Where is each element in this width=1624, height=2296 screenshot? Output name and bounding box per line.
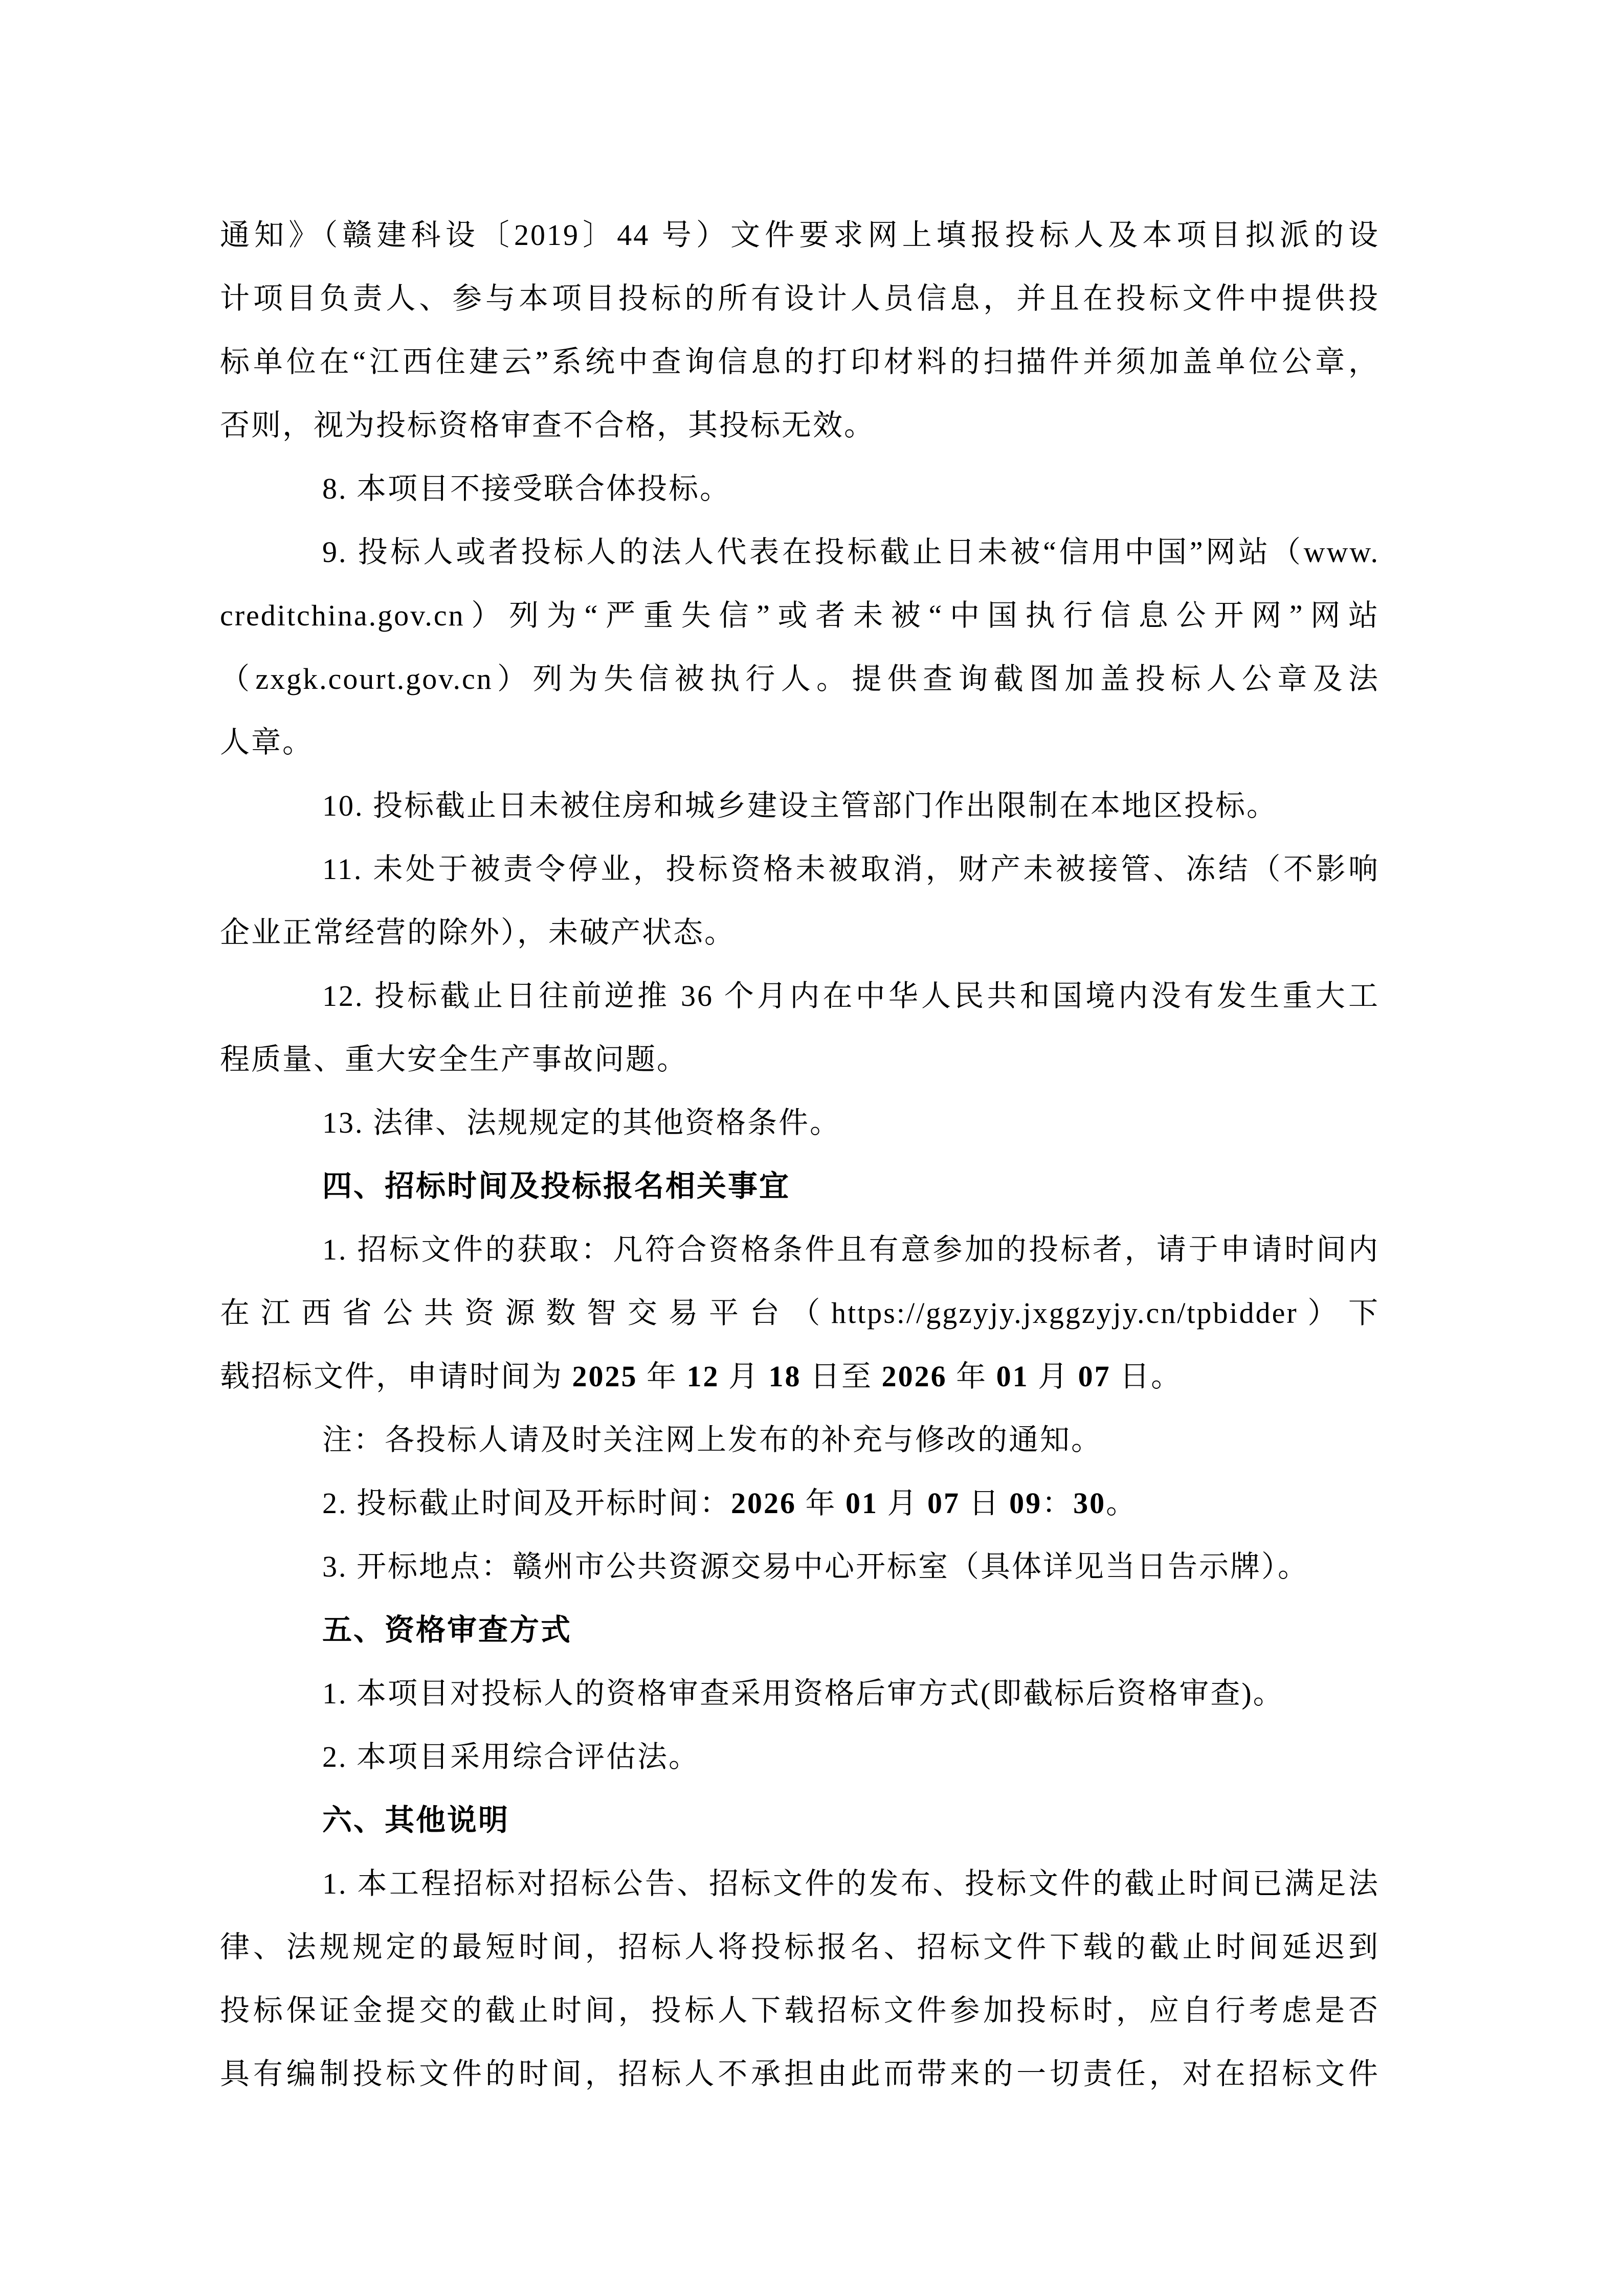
text-line: [220, 1155, 1380, 1218]
text-run: 程质量、重大安全生产事故问题。: [220, 1043, 688, 1076]
text-run: 2. 本项目采用综合评估法。: [322, 1740, 700, 1773]
text-run: 9. 投标人或者投标人的法人代表在投标截止日未被“信用中国”网站（www.: [322, 535, 1380, 569]
text-run: 计项目负责人、参与本项目投标的所有设计人员信息，并且在投标文件中提供投: [220, 282, 1380, 315]
text-run: 企业正常经营的除外），未破产状态。: [220, 916, 736, 949]
text-run: 在江西省公共资源数智交易平台（https://ggzyjy.jxggzyjy.cn/tpbidder）下: [220, 1296, 1380, 1330]
text-line: [220, 584, 1380, 647]
bold-text-run: 01: [846, 1487, 879, 1520]
text-line: [220, 204, 1380, 267]
bold-text-run: 07: [1078, 1360, 1111, 1393]
text-line: [220, 1852, 1380, 1916]
text-run: 注：各投标人请及时关注网上发布的补充与修改的通知。: [322, 1423, 1103, 1456]
text-line: [220, 838, 1380, 901]
text-line: [220, 711, 1380, 774]
text-run: 3. 开标地点：赣州市公共资源交易中心开标室（具体详见当日告示牌）。: [322, 1550, 1309, 1583]
bold-text-run: 18: [768, 1360, 802, 1393]
text-line: [220, 1281, 1380, 1345]
text-run: 1. 本项目对投标人的资格审查采用资格后审方式(即截标后资格审查)。: [322, 1677, 1284, 1710]
text-line: [220, 901, 1380, 964]
text-line: [220, 1662, 1380, 1725]
text-run: 四、招标时间及投标报名相关事宜: [322, 1169, 791, 1203]
text-line: [220, 1725, 1380, 1789]
text-line: [220, 2042, 1380, 2106]
text-line: [220, 1599, 1380, 1662]
text-line: [220, 1789, 1380, 1852]
text-run: 标单位在“江西住建云”系统中查询信息的打印材料的扫描件并须加盖单位公章，: [220, 345, 1380, 378]
text-run: 日: [960, 1487, 1010, 1520]
text-run: 11. 未处于被责令停业，投标资格未被取消，财产未被接管、冻结（不影响: [322, 852, 1380, 886]
text-line: [220, 1091, 1380, 1155]
text-line: [220, 521, 1380, 584]
bold-text-run: 12: [686, 1360, 720, 1393]
text-line: [220, 394, 1380, 457]
text-line: [220, 964, 1380, 1028]
text-run: 8. 本项目不接受联合体投标。: [322, 472, 731, 505]
text-run: 1. 本工程招标对招标公告、招标文件的发布、投标文件的截止时间已满足法: [322, 1867, 1380, 1900]
text-run: 月: [719, 1360, 769, 1393]
text-line: [220, 1916, 1380, 1979]
text-run: 六、其他说明: [322, 1804, 510, 1837]
bold-text-run: 30: [1073, 1487, 1106, 1520]
text-run: 10. 投标截止日未被住房和城乡建设主管部门作出限制在本地区投标。: [322, 789, 1278, 822]
text-run: 律、法规规定的最短时间，招标人将投标报名、招标文件下载的截止时间延迟到: [220, 1930, 1380, 1964]
text-line: [220, 1535, 1380, 1599]
text-run: 2. 投标截止时间及开标时间：: [322, 1487, 731, 1520]
bold-text-run: 2025: [572, 1360, 638, 1393]
text-run: creditchina.gov.cn）列为“严重失信”或者未被“中国执行信息公开网”网站: [220, 599, 1380, 632]
bold-text-run: 2026: [881, 1360, 947, 1393]
text-run: 1. 招标文件的获取：凡符合资格条件且有意参加的投标者，请于申请时间内: [322, 1233, 1380, 1266]
text-run: ：: [1042, 1487, 1074, 1520]
bold-text-run: 09: [1009, 1487, 1042, 1520]
text-run: 日至: [801, 1360, 882, 1393]
text-run: 年: [947, 1360, 996, 1393]
text-run: 年: [796, 1487, 846, 1520]
bold-text-run: 01: [996, 1360, 1029, 1393]
bold-text-run: 2026: [731, 1487, 797, 1520]
text-run: 具有编制投标文件的时间，招标人不承担由此而带来的一切责任，对在招标文件: [220, 2057, 1380, 2090]
text-run: 13. 法律、法规规定的其他资格条件。: [322, 1106, 841, 1139]
text-line: [220, 1472, 1380, 1535]
text-run: 通知》（赣建科设〔2019〕44 号）文件要求网上填报投标人及本项目拟派的设: [220, 218, 1380, 252]
text-run: 月: [878, 1487, 928, 1520]
text-block: [220, 204, 1380, 2106]
text-run: 载招标文件，申请时间为: [220, 1360, 572, 1393]
text-run: 月: [1029, 1360, 1078, 1393]
text-line: [220, 330, 1380, 394]
text-line: [220, 1028, 1380, 1091]
text-run: 投标保证金提交的截止时间，投标人下载招标文件参加投标时，应自行考虑是否: [220, 1994, 1380, 2027]
text-run: 五、资格审查方式: [322, 1613, 572, 1647]
text-run: 年: [637, 1360, 687, 1393]
text-line: [220, 1218, 1380, 1281]
text-run: 12. 投标截止日往前逆推 36 个月内在中华人民共和国境内没有发生重大工: [322, 979, 1380, 1012]
text-line: [220, 1408, 1380, 1472]
text-line: [220, 774, 1380, 838]
text-line: [220, 457, 1380, 521]
text-run: 否则，视为投标资格审查不合格，其投标无效。: [220, 409, 876, 442]
text-line: [220, 267, 1380, 330]
text-run: 人章。: [220, 726, 314, 759]
text-line: [220, 1345, 1380, 1408]
text-line: [220, 1979, 1380, 2042]
text-run: 。: [1106, 1487, 1138, 1520]
text-run: 日。: [1110, 1360, 1183, 1393]
bold-text-run: 07: [927, 1487, 961, 1520]
text-run: （zxgk.court.gov.cn）列为失信被执行人。提供查询截图加盖投标人公章及法: [220, 662, 1380, 695]
text-line: [220, 647, 1380, 711]
